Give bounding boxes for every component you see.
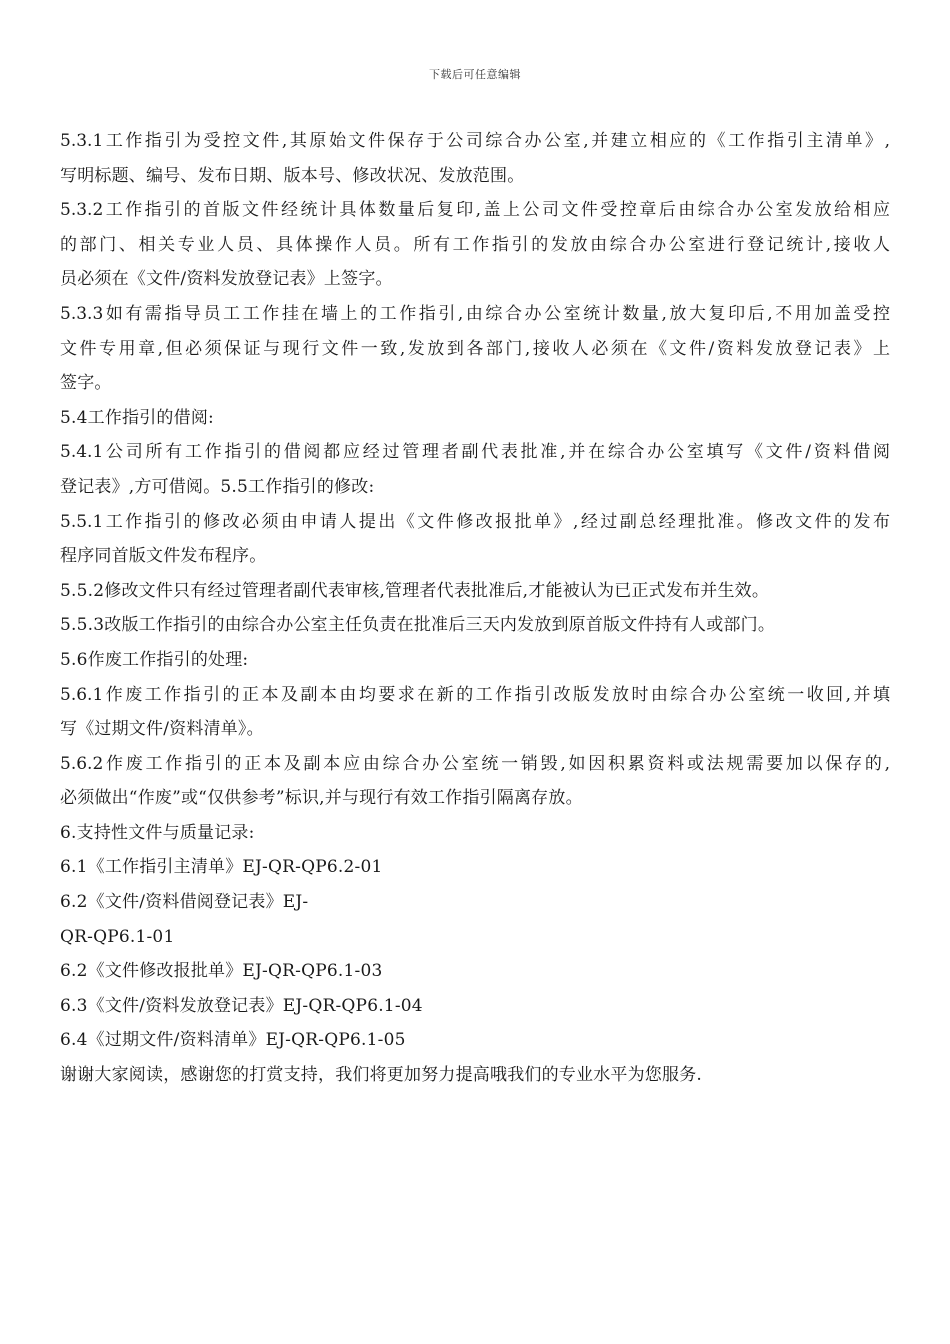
text-line: 员必须在《文件/资料发放登记表》上签字。 [60,269,393,290]
text-line: 程序同首版文件发布程序。 [60,546,267,567]
text-line: 5.5.2修改文件只有经过管理者副代表审核,管理者代表批准后,才能被认为已正式发布并生效。 [60,580,770,601]
text-line: 5.4工作指引的借阅: [60,407,214,428]
text-line: 登记表》,方可借阅。5.5工作指引的修改: [60,476,375,497]
text-line: 5.3.1工作指引为受控文件,其原始文件保存于公司综合办公室,并建立相应的《工作指引主清单》, [60,131,890,151]
text-line: 6.2《文件修改报批单》EJ-QR-QP6.1-03 [60,961,383,982]
text-line: 签字。 [60,373,112,394]
text-line: 5.3.2工作指引的首版文件经统计具体数量后复印,盖上公司文件受控章后由综合办公室发放给相应 [60,200,890,221]
text-line: 5.3.3如有需指导员工工作挂在墙上的工作指引,由综合办公室统计数量,放大复印后,不用加盖受控 [60,303,890,324]
text-line: 文件专用章,但必须保证与现行文件一致,发放到各部门,接收人必须在《文件/资料发放登记表》上 [60,338,890,359]
text-line: 5.4.1公司所有工作指引的借阅都应经过管理者副代表批准,并在综合办公室填写《文件/资料借阅 [60,442,890,463]
text-line: 5.5.3改版工作指引的由综合办公室主任负责在批准后三天内发放到原首版文件持有人或部门。 [60,615,776,636]
text-line: 6.1《工作指引主清单》EJ-QR-QP6.2-01 [60,857,383,878]
text-line: 5.6作废工作指引的处理: [60,649,249,670]
text-line: 5.6.2作废工作指引的正本及副本应由综合办公室统一销毁,如因积累资料或法规需要加以保存的, [60,753,890,774]
text-line: 必须做出“作废”或“仅供参考”标识,并与现行有效工作指引隔离存放。 [60,788,583,809]
text-line: 写明标题、编号、发布日期、版本号、修改状况、发放范围。 [60,165,525,186]
text-line: 6.支持性文件与质量记录: [60,822,255,843]
text-line: 的部门、相关专业人员、具体操作人员。所有工作指引的发放由综合办公室进行登记统计,接收人 [60,234,890,255]
text-line: 6.3《文件/资料发放登记表》EJ-QR-QP6.1-04 [60,995,423,1016]
text-line: 6.2《文件/资料借阅登记表》EJ- [60,892,309,913]
text-line: 5.5.1工作指引的修改必须由申请人提出《文件修改报批单》,经过副总经理批准。修改文件的发布 [60,511,890,532]
document-body [60,124,890,1093]
text-line: 写《过期文件/资料清单》。 [60,719,264,740]
text-line: 谢谢大家阅读，感谢您的打赏支持，我们将更加努力提高哦我们的专业水平为您服务. [60,1065,703,1086]
text-line: QR-QP6.1-01 [60,926,175,947]
text-line: 5.6.1作废工作指引的正本及副本由均要求在新的工作指引改版发放时由综合办公室统一收回,并填 [60,684,890,705]
text-line: 6.4《过期文件/资料清单》EJ-QR-QP6.1-05 [60,1030,406,1051]
page-header: 下载后可任意编辑 [429,68,521,81]
